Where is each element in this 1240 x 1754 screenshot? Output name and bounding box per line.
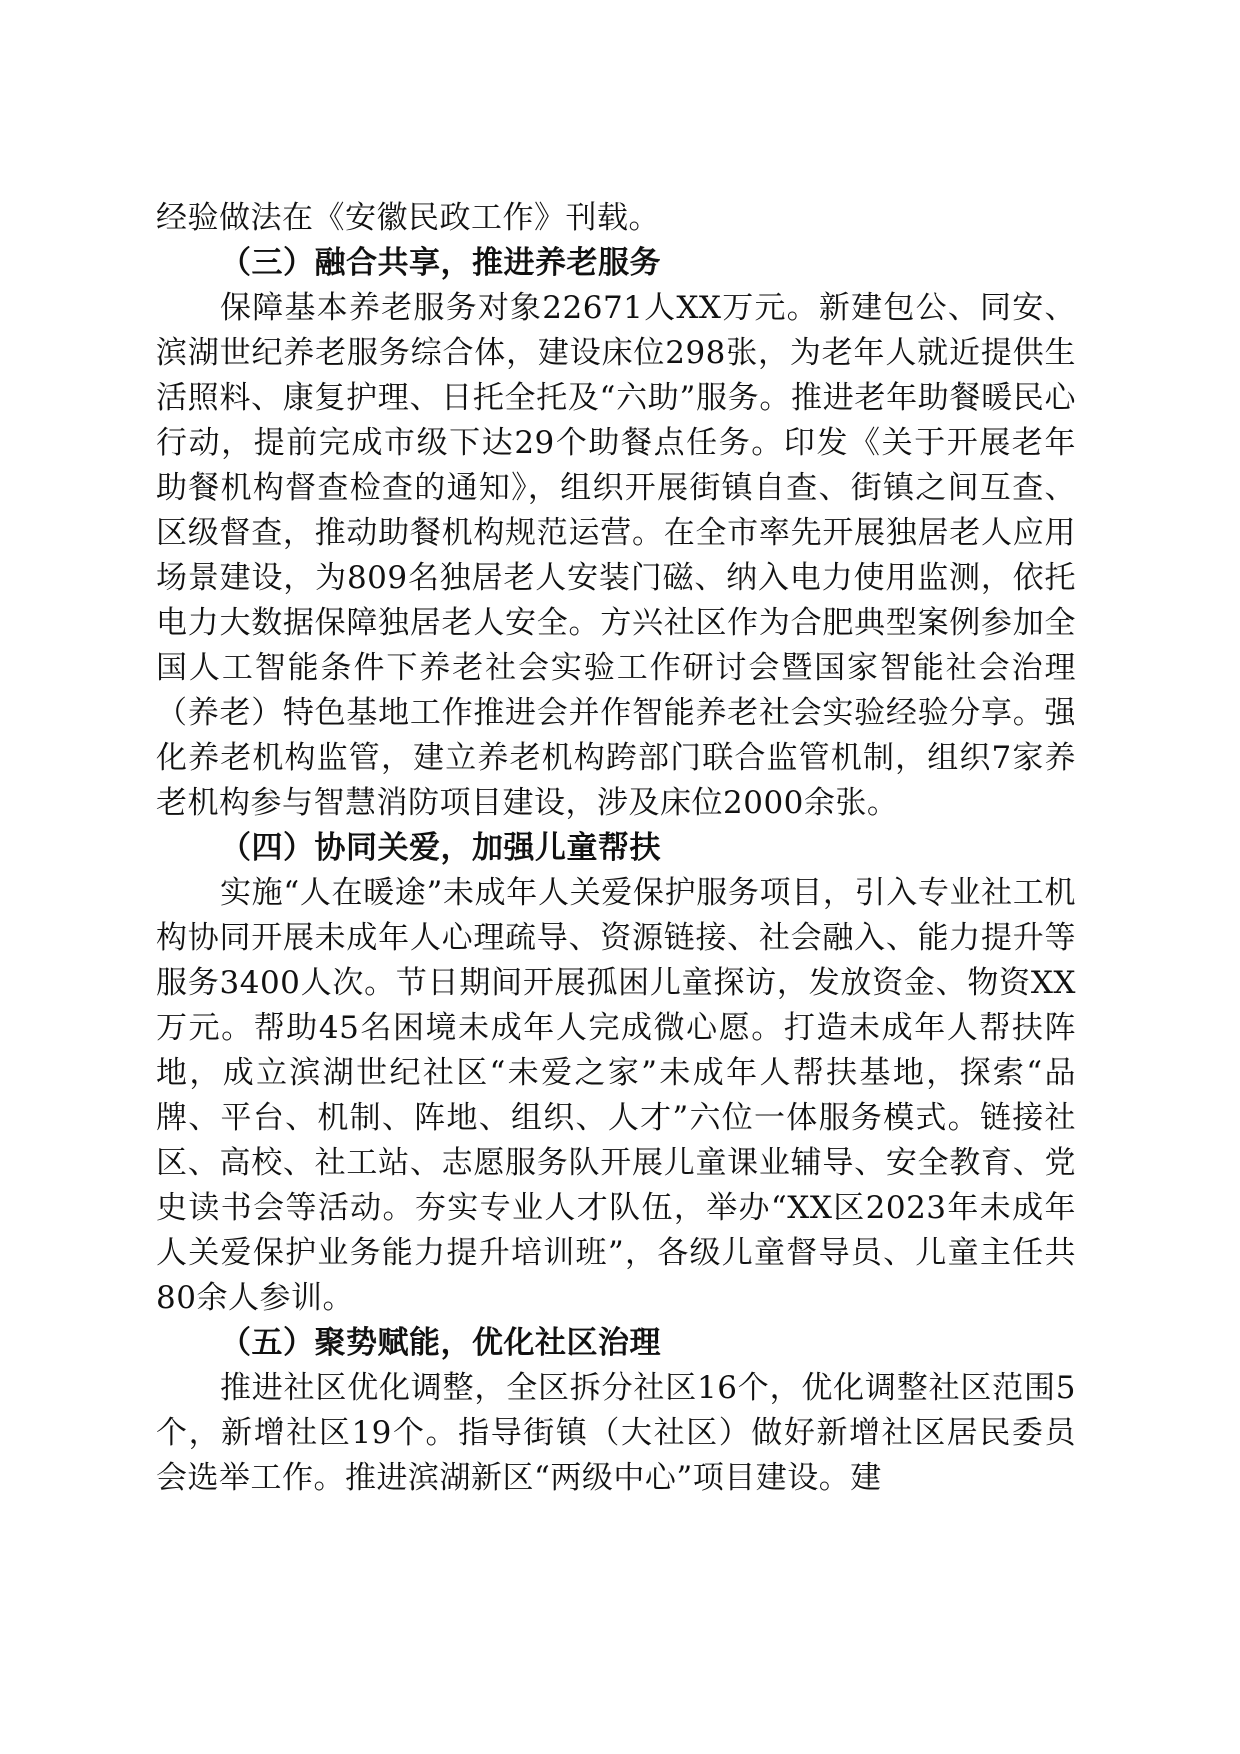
document-body — [156, 196, 1076, 1501]
paragraph-child-care: 实施“人在暖途”未成年人关爱保护服务项目，引入专业社工机构协同开展未成年人心理疏导、资源链接、社会融入、能力提升等服务3400人次。节日期间开展孤困儿童探访，发放资金、物资XX万元。帮助45名困境未成年人完成微心愿。打造未成年人帮扶阵地，成立滨湖世纪社区“未爱之家”未成年人帮扶基地，探索“品牌、平台、机制、阵地、组织、人才”六位一体服务模式。链接社区、高校、社工站、志愿服务队开展儿童课业辅导、安全教育、党史读书会等活动。夯实专业人才队伍，举办“XX区2023年未成年人关爱保护业务能力提升培训班”，各级儿童督导员、儿童主任共80余人参训。 — [156, 875, 1076, 1316]
paragraph-elderly-services: 保障基本养老服务对象22671人XX万元。新建包公、同安、滨湖世纪养老服务综合体，建设床位298张，为老年人就近提供生活照料、康复护理、日托全托及“六助”服务。推进老年助餐暖民心行动，提前完成市级下达29个助餐点任务。印发《关于开展老年助餐机构督查检查的通知》，组织开展街镇自查、街镇之间互查、区级督查，推动助餐机构规范运营。在全市率先开展独居老人应用场景建设，为809名独居老人安装门磁、纳入电力使用监测，依托电力大数据保障独居老人安全。方兴社区作为合肥典型案例参加全国人工智能条件下养老社会实验工作研讨会暨国家智能社会治理（养老）特色基地工作推进会并作智能养老社会实验经验分享。强化养老机构监管，建立养老机构跨部门联合监管机制，组织7家养老机构参与智慧消防项目建设，涉及床位2000余张。 — [156, 290, 1076, 821]
paragraph-community-governance: 推进社区优化调整，全区拆分社区16个，优化调整社区范围5个，新增社区19个。指导街镇（大社区）做好新增社区居民委员会选举工作。推进滨湖新区“两级中心”项目建设。建 — [156, 1370, 1076, 1496]
paragraph-continuation: 经验做法在《安徽民政工作》刊载。 — [156, 200, 660, 236]
section-heading-5: （五）聚势赋能，优化社区治理 — [220, 1325, 661, 1361]
section-heading-4: （四）协同关爱，加强儿童帮扶 — [220, 830, 661, 866]
section-heading-3: （三）融合共享，推进养老服务 — [220, 245, 661, 281]
